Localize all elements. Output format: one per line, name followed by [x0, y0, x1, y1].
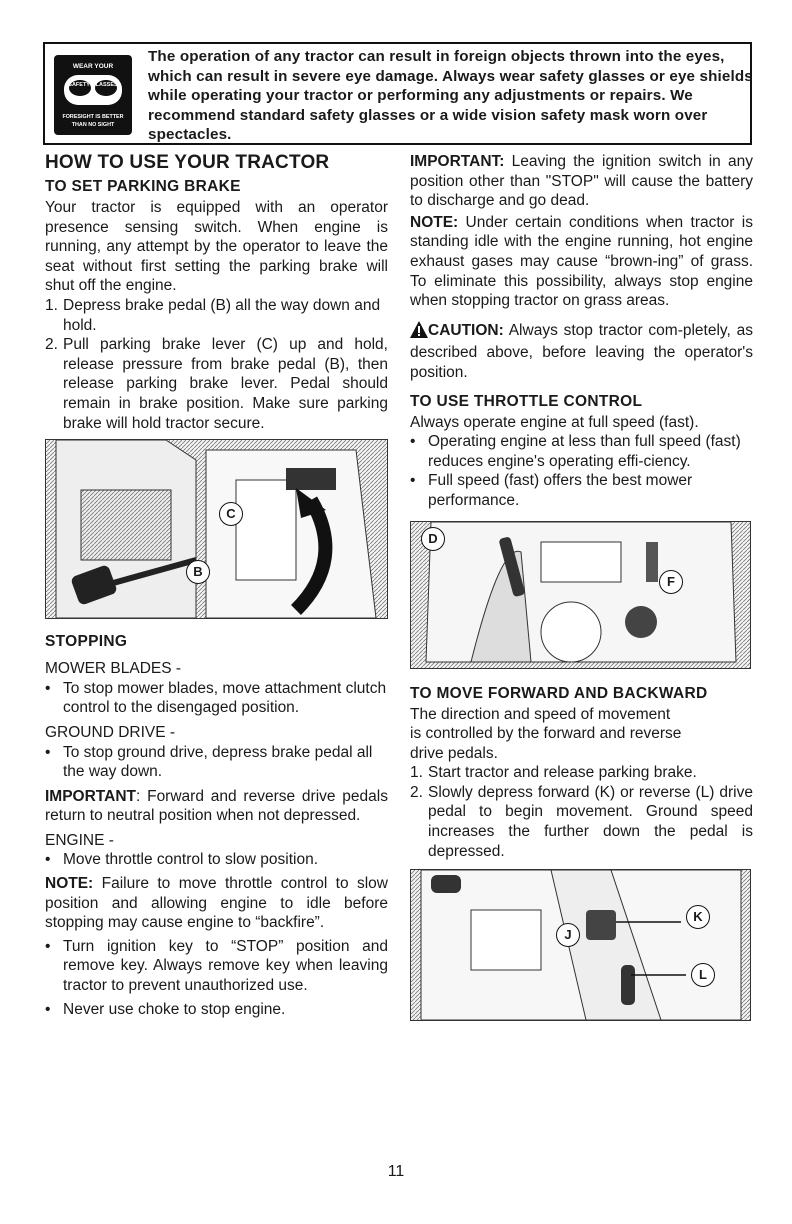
list-item: 2. Slowly depress forward (K) or reverse (L) drive pedal to begin movement. Ground speed increases the further down the pedal is depressed.	[410, 783, 753, 860]
warning-text: The operation of any tractor can result in foreign objects thrown into the eyes, which can result in severe eye damage. Always wear safety glasses or eye shields while operating your tractor or performing any adjustments or repairs. We recommend standard safety glasses or a wide vision safety mask worn over spectacles.	[148, 48, 753, 143]
important-forward-reverse: IMPORTANT: Forward and reverse drive pedals return to neutral position when not depressed.	[45, 787, 388, 825]
list-item: • To stop mower blades, move attachment clutch control to the disengaged position.	[45, 679, 387, 717]
list-item: • Move throttle control to slow position.	[45, 851, 319, 869]
note-exhaust: NOTE: Under certain conditions when tractor is standing idle with the engine running, hot engine exhaust gases may cause “brown-ing” of grass. To eliminate this possibility, always stop engine when stopping tractor on grass areas.	[410, 213, 753, 310]
move-section	[410, 685, 753, 862]
callout-j: J	[556, 923, 580, 947]
parking-brake-steps	[45, 296, 388, 433]
move-intro-line-2: is controlled by the forward and reverse	[410, 725, 682, 743]
move-intro-line-1: The direction and speed of movement	[410, 705, 671, 723]
right-column	[410, 152, 753, 1021]
left-column	[45, 152, 388, 1019]
list-item: 2. Pull parking brake lever (C) up and hold, release pressure from brake pedal (B), then release parking brake lever. Pedal should remain in brake position. Make sure parking brake will hold tractor secure.	[45, 336, 388, 432]
list-item: • Turn ignition key to “STOP” position and remove key. Always remove key when leaving tractor to prevent unauthorized use.	[45, 937, 388, 995]
engine-label: ENGINE -	[45, 831, 114, 849]
list-item: • Full speed (fast) offers the best mower performance.	[410, 472, 693, 509]
callout-c: C	[219, 502, 243, 526]
important-ignition: IMPORTANT: Leaving the ignition switch in any position other than "STOP" will cause the battery to discharge and go dead.	[410, 153, 753, 210]
ground-drive-label: GROUND DRIVE -	[45, 723, 176, 741]
throttle-illustration	[410, 521, 751, 669]
page-number: 11	[387, 1163, 405, 1180]
move-heading: TO MOVE FORWARD AND BACKWARD	[410, 684, 708, 702]
section-title: HOW TO USE YOUR TRACTOR	[45, 152, 330, 173]
warning-triangle-icon	[410, 321, 428, 344]
stopping-section	[45, 633, 388, 1019]
eye-safety-warning-box	[43, 42, 752, 145]
mower-blades-label: MOWER BLADES -	[45, 660, 182, 678]
callout-d: D	[421, 527, 445, 551]
parking-brake-intro: Your tractor is equipped with an operator presence sensing switch. When engine is running, any attempt by the operator to leave the seat without first setting the parking brake will shut off the engine.	[45, 199, 388, 295]
move-intro-line-3: drive pedals.	[410, 744, 498, 762]
callout-k: K	[686, 905, 710, 929]
stopping-heading: STOPPING	[45, 633, 128, 651]
icon-line-2: SAFETY GLASSES	[68, 82, 118, 88]
list-item: • Never use choke to stop engine.	[45, 1000, 286, 1018]
icon-line-1: WEAR YOUR	[72, 63, 114, 70]
list-item: • Operating engine at less than full speed (fast) reduces engine's operating effi-ciency.	[410, 433, 741, 470]
parking-brake-illustration	[45, 439, 388, 619]
icon-line-3: FORESIGHT IS BETTER	[62, 114, 124, 120]
list-item: • To stop ground drive, depress brake pedal all the way down.	[45, 743, 373, 781]
callout-l: L	[691, 963, 715, 987]
drive-pedals-illustration	[410, 869, 751, 1021]
caution-stop: CAUTION: Always stop tractor com-pletely, as described above, before leaving the operator's position.	[410, 321, 753, 381]
parking-brake-heading: TO SET PARKING BRAKE	[45, 178, 241, 195]
callout-f: F	[659, 570, 683, 594]
safety-glasses-icon	[54, 55, 132, 135]
icon-line-4: THAN NO SIGHT	[71, 122, 115, 128]
callout-b: B	[186, 560, 210, 584]
list-item: 1. Start tractor and release parking brake.	[410, 764, 697, 782]
list-item: 1. Depress brake pedal (B) all the way down and hold.	[45, 296, 381, 334]
note-backfire: NOTE: Failure to move throttle control to slow position and allowing engine to idle before stopping may cause engine to “backfire”.	[45, 875, 388, 932]
throttle-heading: TO USE THROTTLE CONTROL	[410, 392, 643, 410]
throttle-intro: Always operate engine at full speed (fast).	[410, 413, 699, 431]
